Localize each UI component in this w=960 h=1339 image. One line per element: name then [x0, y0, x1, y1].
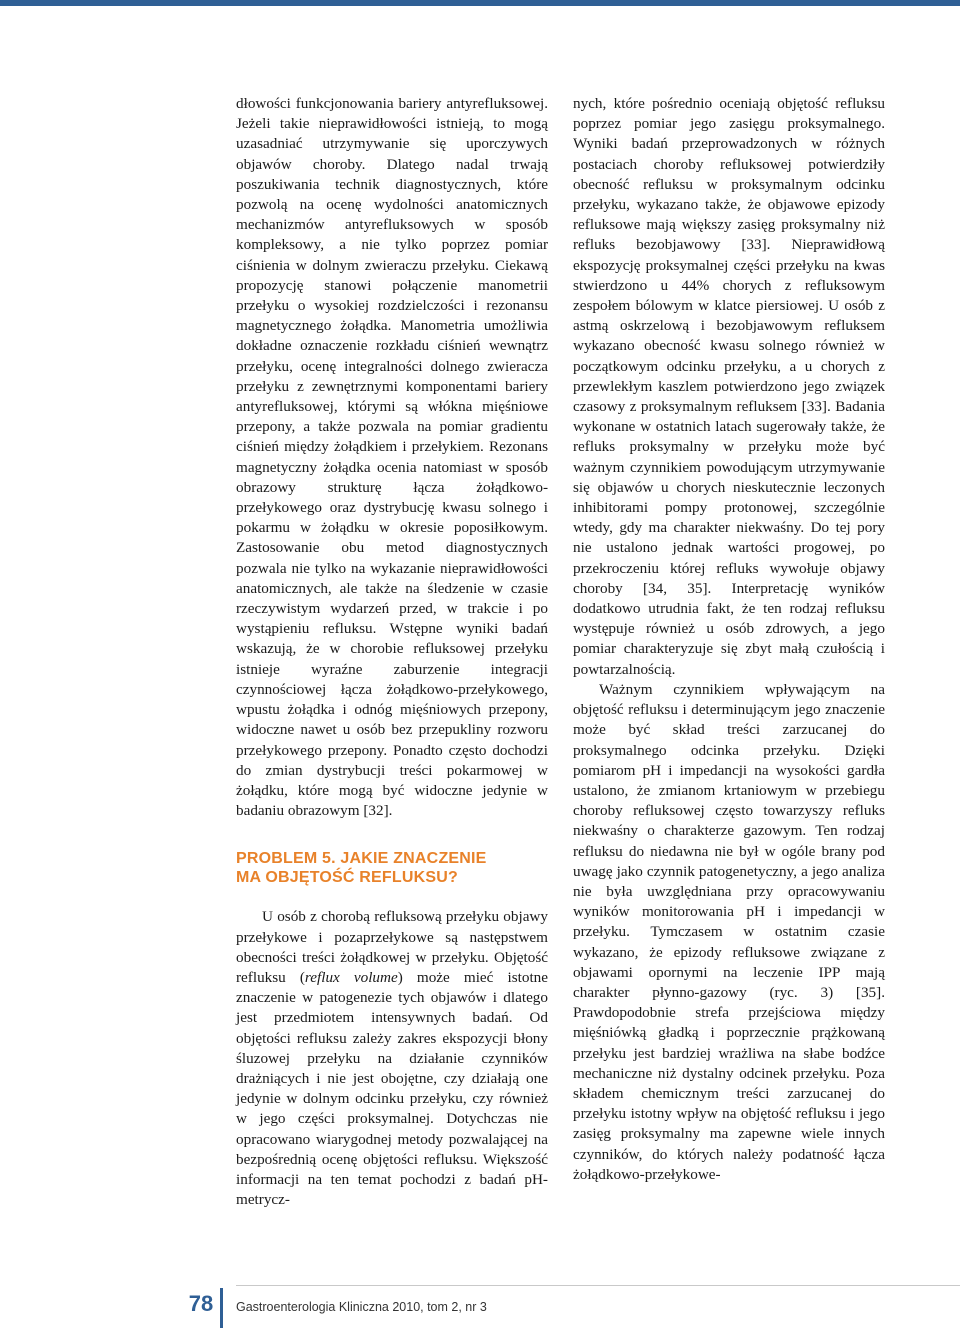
- page-number: 78: [188, 1291, 214, 1316]
- page-number-stripe: [220, 1288, 223, 1328]
- footer-divider: [236, 1285, 960, 1286]
- section-heading: [236, 849, 548, 887]
- left-paragraph-2-part-a: U osób z chorobą refluksową przełyku objawy przełykowe i pozaprzełykowe są następstwem obecności treści żołądkowej w przełyku. Objętość refluksu (: [236, 908, 548, 986]
- journal-citation: Gastroenterologia Kliniczna 2010, tom 2, nr 3: [236, 1300, 487, 1314]
- left-paragraph-2-part-b: ) może mieć istotne znaczenie w patogenezie tych objawów i dlatego jest przedmiotem intensywnych badań. Od objętości refluksu zależy zakres ekspozycji błony śluzowej przełyku na działanie czynników drażniących i nie jest obojętne, czy działają one jedynie w dolnym odcinku przełyku, czy również w jego części proksymalnej. Dotychczas nie opracowano wiarygodnej metody pozwalającej na bezpośrednią ocenę objętości refluksu. Większość informacji na ten temat pochodzi z badań pH-metrycz-: [236, 968, 548, 1209]
- right-column: [573, 94, 885, 1185]
- left-paragraph-1: dłowości funkcjonowania bariery antyrefluksowej. Jeżeli takie nieprawidłowości istnieją, to mogą uzasadniać utrzymywanie się uporczywych objawów choroby. Dlatego nadal trwają poszukiwania technik diagnostycznych, które pozwolą na ocenę wydolności anatomicznych mechanizmów antyrefluksowych w sposób kompleksowy, a nie tylko poprzez pomiar ciśnienia w dolnym zwieraczu przełyku. Ciekawą propozycję stanowi połączenie manometrii przełyku o wysokiej rozdzielczości i rezonansu magnetycznego żołądka. Manometria umożliwia dokładne oznaczenie rozkładu ciśnień wewnątrz przełyku, ocenę integralności dolnego zwieracza przełyku z zewnętrznymi komponentami bariery antyrefluksowej, którymi są włókna mięśniowe przepony, a także pozwala na pomiar gradientu ciśnień między żołądkiem i przełykiem. Rezonans magnetyczny żołądka ocenia natomiast w sposób obrazowy strukturę łącza żołądkowo-przełykowego oraz dystrybucję kwasu solnego i pokarmu w żołądku w okresie poposiłkowym. Zastosowanie obu metod diagnostycznych pozwala nie tylko na wykazanie nieprawidłowości anatomicznych, ale także na śledzenie w czasie rzeczywistym wydarzeń przed, w trakcie i po wystąpieniu refluksu. Wstępne wyniki badań wskazują, że w chorobie refluksowej przełyku istnieje wyraźne zaburzenie integracji czynnościowej łącza żołądkowo-przełykowego, wpustu żołądka i odnóg mięśniowych przepony, widoczne nawet u osób bez przepukliny rozworu przełykowego przepony. Ponadto często dochodzi do zmian dystrybucji treści pokarmowej w żołądku, które mogą być widoczne jedynie w badaniu obrazowym [32].: [236, 95, 548, 820]
- left-column: [236, 94, 548, 1210]
- section-heading-line-2: MA OBJĘTOŚĆ REFLUKSU?: [236, 869, 458, 887]
- top-color-bar: [0, 0, 960, 6]
- section-heading-line-1: PROBLEM 5. JAKIE ZNACZENIE: [236, 850, 487, 868]
- left-paragraph-2-emphasis: reflux volume: [304, 968, 398, 986]
- right-paragraph-1: nych, które pośrednio oceniają objętość refluksu poprzez pomiar jego zasięgu proksymalnego. Wyniki badań przeprowadzonych w różnych postaciach choroby refluksowej potwierdziły obecność refluksu w proksymalnym odcinku przełyku, wykazano także, że objawowe epizody refluksowe mają większy zasięg proksymalny niż refluks bezobjawowy [33]. Nieprawidłową ekspozycję proksymalnej części przełyku na kwas stwierdzono u 44% chorych z refluksowym zespołem bólowym w klatce piersiowej. U osób z astmą oskrzelową i bezobjawowym refluksem wykazano obecność kwasu solnego również w początkowym odcinku przełyku, a u chorych z przewlekłym kaszlem potwierdzono jego związek czasowy z proksymalnym refluksem [33]. Badania wykonane w ostatnich latach sugerowały także, że refluks proksymalny w przełyku może być ważnym czynnikiem powodującym utrzymywanie się objawów u chorych nieskutecznie leczonych inhibitorami pompy protonowej, szczególnie wtedy, gdy ma charakter niekwaśny. Do tej pory nie ustalono jednak wartości progowej, po przekroczeniu której refluks wywołuje objawy choroby [34, 35]. Interpretację wyników dodatkowo utrudnia fakt, że ten rodzaj refluksu występuje również u osób zdrowych, a jego pomiar charakteryzuje się zbyt małą czułością i powtarzalnością.: [573, 95, 885, 678]
- right-paragraph-2: Ważnym czynnikiem wpływającym na objętość refluksu i determinującym jego znaczenie może być skład treści zarzucanej do proksymalnego odcinka przełyku. Dzięki pomiarom pH i impedancji na wysokości gardła ustalono, że zmianom krtaniowym w przebiegu choroby refluksowej często towarzyszy refluks niekwaśny o charakterze gazowym. Ten rodzaj refluksu do niedawna nie był w ogóle brany pod uwagę jako czynnik patogenetyczny, a jego analiza nie była uwzględniana przy opracowywaniu wyników monitorowania pH i impedancji w przełyku. Tymczasem w ostatnim czasie wykazano, że epizody refluksowe związane z objawami opornymi na leczenie IPP mają charakter płynno-gazowy (ryc. 3) [35]. Prawdopodobnie strefa przejściowa między mięśniówką gładką i poprzecznie prążkowaną przełyku jest bardziej wrażliwa na słabe bodźce mechaniczne niż dystalny odcinek przełyku. Poza składem chemicznym treści zarzucanej do przełyku istotny wpływ na objętość refluksu i jego zasięg proksymalny ma zapewne wiele innych czynników, do których należy podatność łącza żołądkowo-przełykowe-: [573, 680, 885, 1183]
- left-paragraph-2: [236, 907, 548, 1210]
